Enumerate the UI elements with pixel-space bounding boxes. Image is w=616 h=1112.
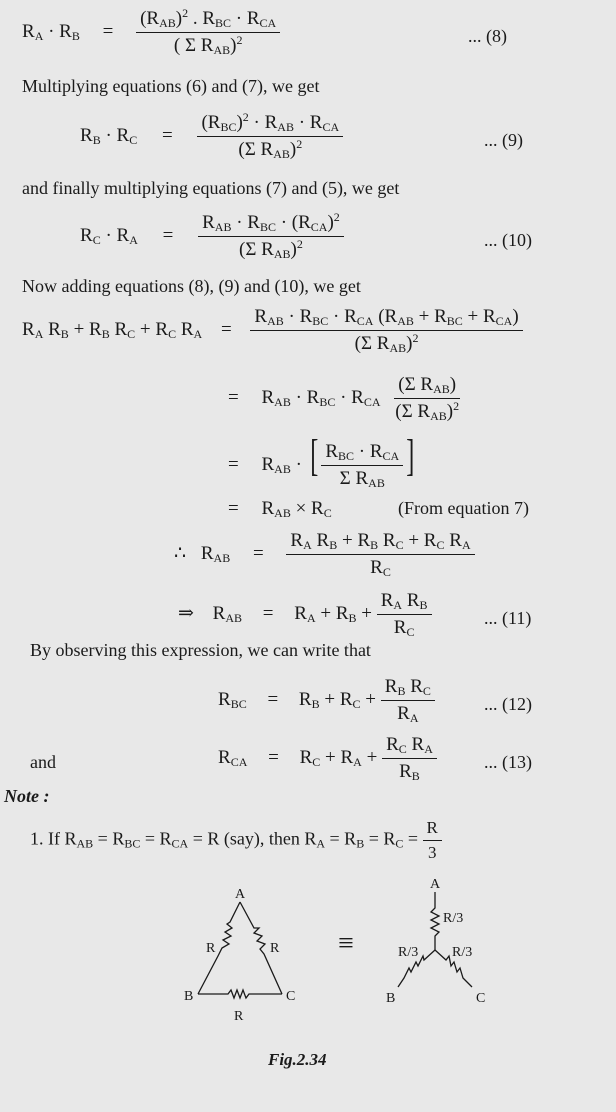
delta-node-b: B [184, 989, 194, 1004]
equation-sum-line1: $R_A$ $R_B + R_B$ $R_C + R_C$ $R_A$ = $\frac{R_{AB} \cdot R_{BC} \cdot R_{CA} (R_{AB} + R_{BC} + R_{CA})}{(\Sigma R_{AB})^2}$ [22, 306, 523, 355]
equivalence-symbol: ≡ [338, 928, 354, 959]
star-node-b: B [386, 991, 396, 1006]
equation-10-tag: ... (10) [484, 230, 532, 250]
equation-13: $R_{CA} = R_C + R_A$ + $\frac{R_C R_A}{R_B}$ [218, 734, 437, 783]
star-label-ra: R/3 [443, 911, 464, 926]
paragraph-observing: By observing this expression, we can write that [30, 640, 371, 660]
star-node-a: A [430, 877, 441, 892]
figure-caption: Fig.2.34 [268, 1050, 327, 1069]
equation-13-tag: ... (13) [484, 752, 532, 772]
delta-node-a: A [235, 887, 246, 902]
star-node-c: C [476, 991, 486, 1006]
delta-label-left: R [206, 941, 216, 956]
equation-8-tag: ... (8) [468, 26, 507, 46]
star-label-rc: R/3 [452, 945, 473, 960]
delta-node-c: C [286, 989, 296, 1004]
figure-delta-star [180, 877, 580, 1040]
and-label: and [30, 752, 56, 772]
paragraph-multiplying-6-7: Multiplying equations (6) and (7), we get [22, 76, 320, 96]
delta-label-right: R [270, 941, 280, 956]
equation-sum-line2: = $R_{AB} \cdot R_{BC} \cdot R_{CA}$ $\frac{(\Sigma R_{AB})}{(\Sigma R_{AB})^2}$ [228, 374, 460, 423]
equation-10: $R_C \cdot R_A$ = $\frac{R_{AB} \cdot R_{BC} \cdot (R_{CA})^2}{(\Sigma R_{AB})^2}$ [80, 212, 344, 261]
star-network [398, 892, 472, 987]
equation-sum-line3: = $R_{AB}$ · [ $\frac{R_{BC} \cdot R_{CA}}{\Sigma R_{AB}}$ ] [228, 431, 415, 491]
star-label-rb: R/3 [398, 945, 419, 960]
delta-label-bottom: R [234, 1009, 244, 1024]
paragraph-multiplying-7-5: and finally multiplying equations (7) and (5), we get [22, 178, 400, 198]
note-item-1: 1. If $R_{AB} = R_{BC} = R_{CA} = R$ (say), then $R_A = R_B = R_C$ = $\frac{R}{3}$ [30, 818, 442, 863]
equation-9-tag: ... (9) [484, 130, 523, 150]
equation-9: $R_B \cdot R_C$ = $\frac{(R_{BC})^2 \cdot R_{AB} \cdot R_{CA}}{(\Sigma R_{AB})^2}$ [80, 112, 343, 161]
equation-12: $R_{BC} = R_B + R_C$ + $\frac{R_B R_C}{R_A}$ [218, 676, 435, 725]
equation-sum-line4: = $R_{AB} \times R_C$ [228, 498, 332, 520]
from-equation-7-note: (From equation 7) [398, 498, 529, 518]
paragraph-adding-8-9-10: Now adding equations (8), (9) and (10), we get [22, 276, 361, 296]
note-title: Note : [4, 786, 50, 806]
equation-8: $R_A \cdot R_B$ = $\frac{(R_{AB})^2 . R_{BC} \cdot R_{CA}}{( \Sigma R_{AB})^2}$ [22, 8, 280, 57]
equation-rab-therefore: ∴ $R_{AB}$ = $\frac{R_A R_B + R_B R_C + R_C R_A}{R_C}$ [174, 530, 475, 579]
equation-11-tag: ... (11) [484, 608, 532, 628]
equation-11: ⇒ $R_{AB} = R_A + R_B$ + $\frac{R_A R_B}{R_C}$ [178, 590, 432, 639]
equation-12-tag: ... (12) [484, 694, 532, 714]
